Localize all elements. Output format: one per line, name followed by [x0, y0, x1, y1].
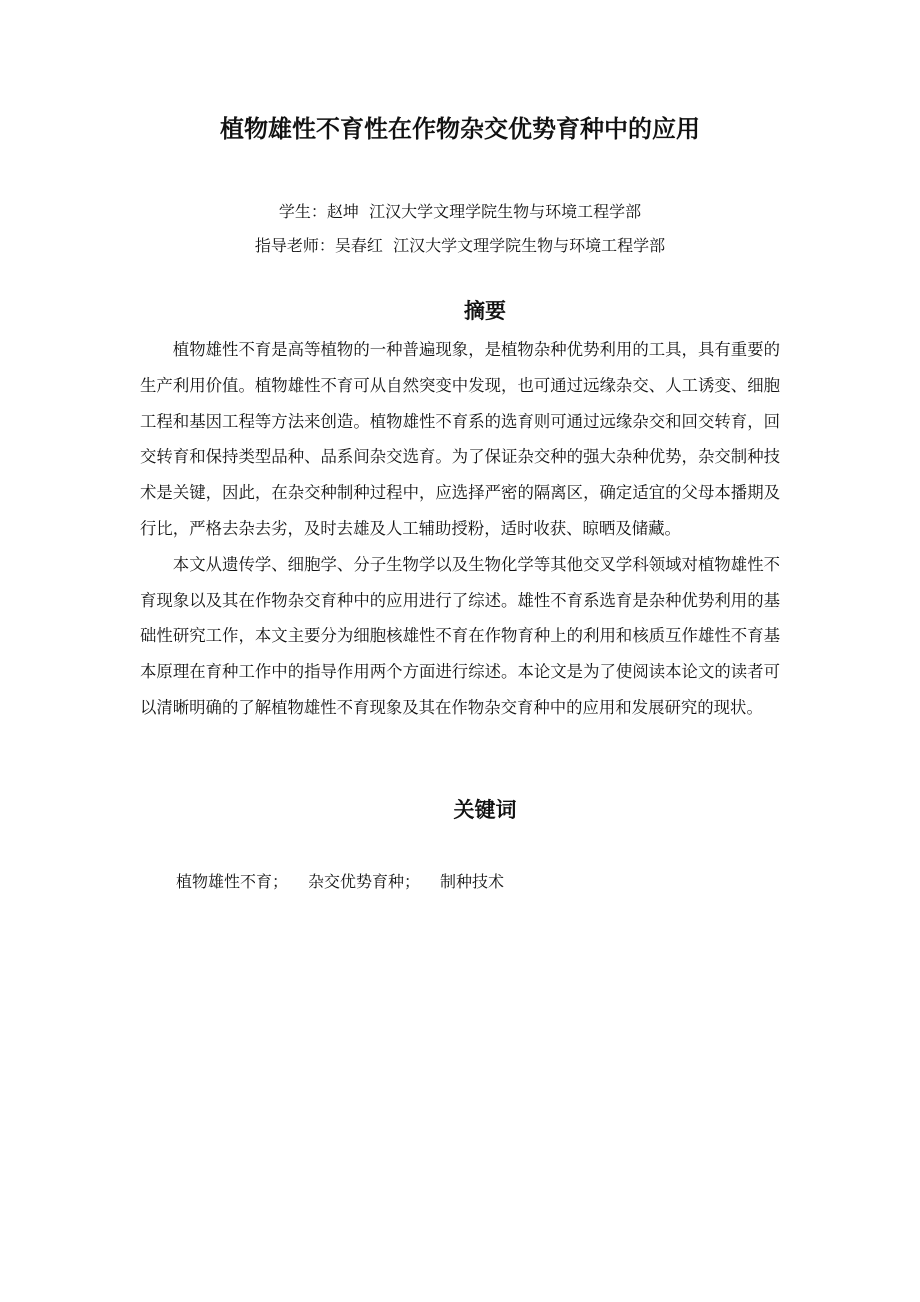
student-author-line: 学生：赵坤 江汉大学文理学院生物与环境工程学部 — [278, 202, 642, 221]
advisor-author-line: 指导老师：吴春红 江汉大学文理学院生物与环境工程学部 — [254, 236, 666, 255]
abstract-paragraph-1: 植物雄性不育是高等植物的一种普遍现象，是植物杂种优势利用的工具，具有重要的生产利用价值。植物雄性不育可从自然突变中发现，也可通过远缘杂交、人工诱变、细胞工程和基因工程等方法来创造。植物雄性不育系的选育则可通过远缘杂交和回交转育，回交转育和保持类型品种、品系间杂交选育。为了保证杂交种的强大杂种优势，杂交制种技术是关键，因此，在杂交种制种过程中，应选择严密的隔离区，确定适宜的父母本播期及行比，严格去杂去劣，及时去雄及人工辅助授粉，适时收获、晾晒及储藏。 — [140, 340, 780, 538]
abstract-heading: 摘要 — [464, 299, 506, 323]
abstract-paragraph-2: 本文从遗传学、细胞学、分子生物学以及生物化学等其他交叉学科领域对植物雄性不育现象以及其在作物杂交育种中的应用进行了综述。雄性不育系选育是杂种优势利用的基础性研究工作，本文主要分为细胞核雄性不育在作物育种上的利用和核质互作雄性不育基本原理在育种工作中的指导作用两个方面进行综述。本论文是为了使阅读本论文的读者可以清晰明确的了解植物雄性不育现象及其在作物杂交育种中的应用和发展研究的现状。 — [140, 554, 780, 717]
abstract-body — [140, 332, 780, 726]
paper-title: 植物雄性不育性在作物杂交优势育种中的应用 — [220, 115, 700, 143]
keywords-list — [176, 868, 504, 896]
keyword-item: 杂交优势育种； — [308, 872, 421, 891]
keyword-item: 植物雄性不育； — [176, 872, 289, 891]
keyword-item: 制种技术 — [440, 872, 505, 891]
keywords-heading: 关键词 — [453, 798, 517, 822]
